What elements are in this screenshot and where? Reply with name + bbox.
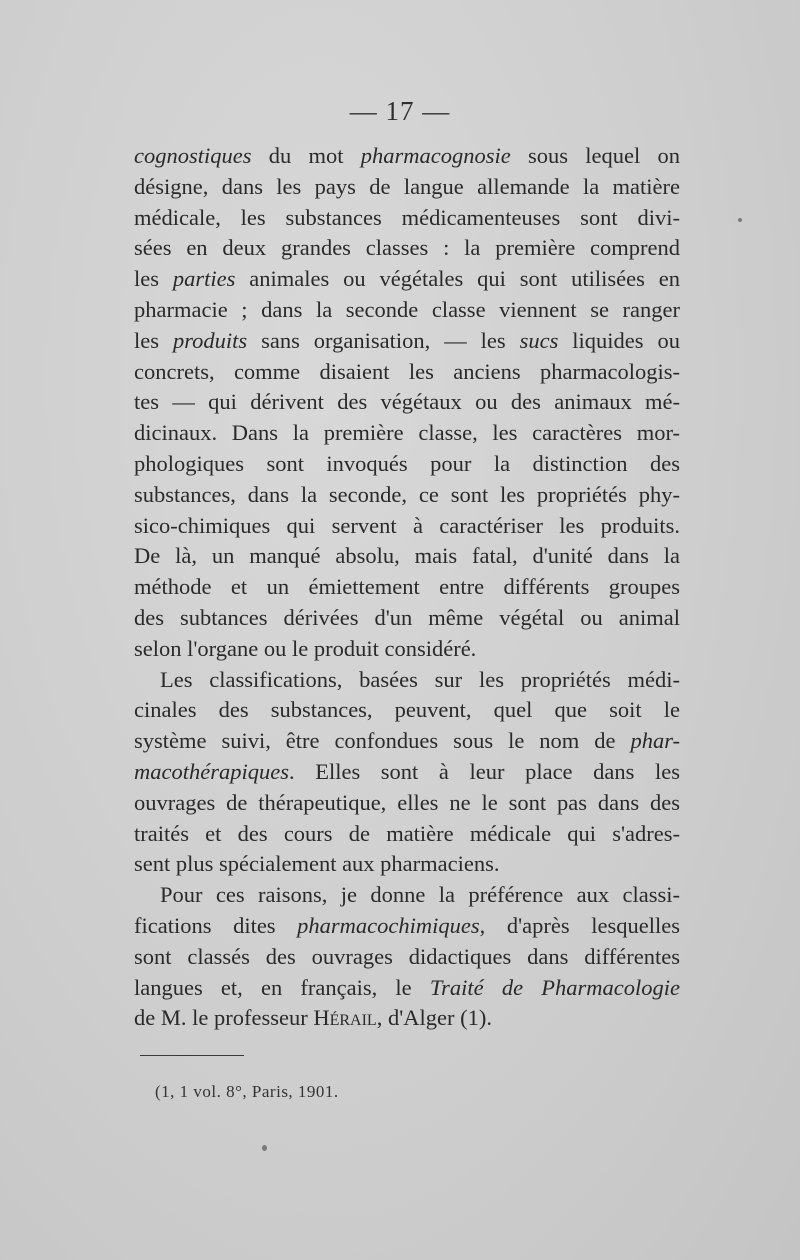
italic-text: pharmacognosie — [360, 143, 511, 168]
text-line — [134, 788, 680, 819]
text-segment: cinales des substances, peuvent, quel que soit le — [134, 697, 680, 723]
text-segment: système suivi, être confondues sous le nom de — [134, 728, 631, 754]
text-line — [134, 695, 680, 726]
text-segment: sent plus spécialement aux pharmaciens. — [134, 851, 500, 877]
text-segment: liquides ou — [558, 327, 680, 353]
text-segment: , d'Alger (1). — [376, 1005, 492, 1031]
italic-text: pharmacochimiques — [297, 912, 480, 938]
text-line — [134, 203, 680, 234]
italic-text: cognostiques — [134, 143, 252, 168]
text-line — [134, 849, 680, 880]
italic-text: produits — [172, 327, 248, 353]
text-line — [134, 572, 680, 603]
text-segment: sées en deux grandes classes : la première comprend — [134, 235, 680, 261]
italic-text: Traité de Pharmacologie — [429, 974, 680, 1000]
text-segment: substances, dans la seconde, ce sont les propriétés phy- — [134, 481, 680, 507]
text-line — [134, 541, 680, 572]
paper-speck — [262, 1145, 267, 1151]
text-segment: du mot — [251, 143, 361, 168]
body-text — [134, 141, 680, 1034]
footnote-separator — [140, 1055, 244, 1056]
text-segment: animales ou végétales qui sont utilisées en — [235, 266, 680, 292]
text-line — [134, 634, 680, 665]
text-line — [134, 449, 680, 480]
italic-text: sucs — [519, 327, 559, 353]
text-line — [134, 233, 680, 264]
text-line — [134, 880, 680, 911]
text-line — [134, 295, 680, 326]
text-segment: de M. le professeur — [134, 1005, 314, 1031]
text-line — [134, 726, 680, 757]
text-line — [134, 418, 680, 449]
text-line — [134, 357, 680, 388]
page-number: — 17 — — [349, 96, 451, 126]
text-segment: concrets, comme disaient les anciens pharmacologis- — [134, 358, 680, 384]
text-segment: méthode et un émiettement entre différents groupes — [134, 574, 680, 600]
text-line — [134, 665, 680, 696]
text-line — [134, 1003, 680, 1034]
italic-text: macothérapiques — [134, 758, 289, 784]
text-segment: Les classifications, basées sur les propriétés médi- — [160, 666, 680, 692]
text-segment: , d'après lesquelles — [479, 912, 680, 938]
text-segment: sous lequel on — [510, 143, 680, 168]
text-segment: phologiques sont invoqués pour la distinction des — [134, 450, 680, 476]
text-segment: sans organisation, — les — [247, 327, 520, 353]
footnote: (1, 1 vol. 8°, Paris, 1901. — [155, 1082, 339, 1101]
text-line — [134, 264, 680, 295]
italic-text: parties — [172, 266, 236, 292]
text-segment: . Elles sont à leur place dans les — [288, 758, 680, 784]
text-line — [134, 819, 680, 850]
text-segment: sico-chimiques qui servent à caractériser les produits. — [134, 512, 680, 538]
text-line — [134, 480, 680, 511]
text-line — [134, 172, 680, 203]
text-line — [134, 757, 680, 788]
text-segment: tes — qui dérivent des végétaux ou des animaux mé- — [134, 389, 680, 415]
text-segment: les — [134, 266, 173, 292]
text-line — [134, 911, 680, 942]
text-segment: pharmacie ; dans la seconde classe viennent se ranger — [134, 296, 680, 322]
text-line — [134, 942, 680, 973]
text-segment: traités et des cours de matière médicale qui s'adres- — [134, 820, 680, 846]
text-line — [134, 973, 680, 1004]
text-segment: désigne, dans les pays de langue allemande la matière — [134, 173, 680, 199]
text-segment: les — [134, 327, 173, 353]
text-segment: De là, un manqué absolu, mais fatal, d'unité dans la — [134, 543, 680, 569]
text-line — [134, 141, 680, 172]
text-line — [134, 603, 680, 634]
text-segment: langues et, en français, le — [134, 974, 430, 1000]
text-segment: fications dites — [134, 912, 298, 938]
text-segment: des subtances dérivées d'un même végétal ou animal — [134, 604, 680, 630]
text-line — [134, 326, 680, 357]
paper-speck — [738, 218, 742, 222]
italic-text: phar- — [630, 728, 680, 754]
text-segment: sont classés des ouvrages didactiques dans différentes — [134, 943, 680, 969]
text-line — [134, 511, 680, 542]
text-segment: ouvrages de thérapeutique, elles ne le sont pas dans des — [134, 789, 680, 815]
text-segment: selon l'organe ou le produit considéré. — [134, 635, 477, 661]
small-caps-text: Hérail — [313, 1005, 377, 1031]
text-segment: Pour ces raisons, je donne la préférence aux classi- — [160, 882, 680, 908]
text-line — [134, 387, 680, 418]
text-segment: dicinaux. Dans la première classe, les caractères mor- — [134, 420, 680, 446]
text-segment: médicale, les substances médicamenteuses sont divi- — [134, 204, 680, 230]
